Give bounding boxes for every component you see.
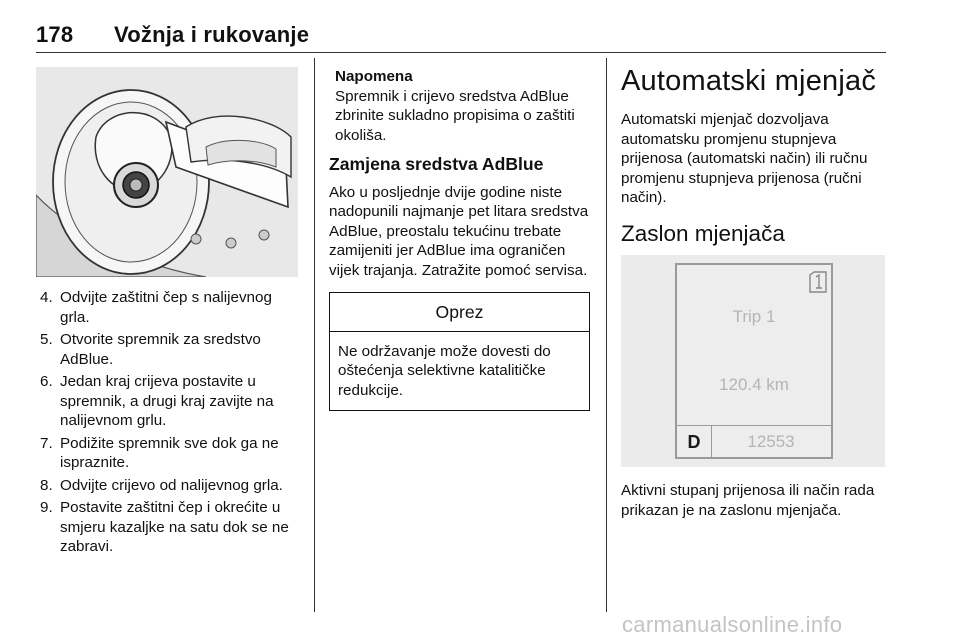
column-2 xyxy=(329,67,591,411)
list-item: 6. Jedan kraj crijeva postavite u spremnik, a drugi kraj zavijte na nalijevnom grlu. xyxy=(40,373,274,429)
watermark: carmanualsonline.info xyxy=(622,612,843,637)
page-number: 178 xyxy=(36,22,74,47)
page-1-icon xyxy=(809,271,827,293)
odometer-value: 12553 xyxy=(747,432,795,451)
column-divider xyxy=(606,58,607,612)
display-heading: Zaslon mjenjača xyxy=(621,220,785,246)
gear-row xyxy=(677,425,831,458)
column-divider xyxy=(314,58,315,612)
header-rule xyxy=(36,52,886,53)
filler-neck-drawing xyxy=(36,67,298,277)
caution-box xyxy=(329,292,590,411)
automatic-heading: Automatski mjenjač xyxy=(621,65,877,97)
transmission-display xyxy=(675,263,833,459)
column-3 xyxy=(621,64,889,257)
trip-label: Trip 1 xyxy=(732,307,776,326)
replacement-heading: Zamjena sredstva AdBlue xyxy=(329,154,544,174)
automatic-body: Automatski mjenjač dozvoljava automatsku promjenu stupnjeva prijenosa (automatski način) ili ručnu promjenu stupnjeva prijenosa (ručni način). xyxy=(621,111,868,206)
display-caption: Aktivni stupanj prijenosa ili način rada prikazan je na zaslonu mjenjača. xyxy=(621,482,875,519)
gear-indicator: D xyxy=(677,426,712,458)
caution-body: Ne održavanje može dovesti do oštećenja selektivne katalitičke redukcije. xyxy=(338,342,551,399)
adblue-filler-illustration xyxy=(36,67,298,277)
list-item: 4. Odvijte zaštitni čep s nalijevnog grla. xyxy=(40,289,272,326)
list-item: 7. Podižite spremnik sve dok ga ne ispraznite. xyxy=(40,434,279,471)
note-body: Spremnik i crijevo sredstva AdBlue zbrinite sukladno propisima o zaštiti okoliša. xyxy=(335,87,575,144)
list-item: 5. Otvorite spremnik za sredstvo AdBlue. xyxy=(40,331,261,368)
transmission-display-illustration xyxy=(621,255,885,467)
page-title: Vožnja i rukovanje xyxy=(114,22,310,47)
note-heading: Napomena xyxy=(335,68,413,85)
list-item: 8. Odvijte crijevo od nalijevnog grla. xyxy=(40,476,283,494)
replacement-body: Ako u posljednje dvije godine niste nadopunili najmanje pet litara sredstva AdBlue, preostalu tekućinu trebate zamijeniti jer AdBlue ima ograničen vijek trajanja. Zatražite pomoć servisa. xyxy=(329,183,589,279)
caution-title: Oprez xyxy=(330,293,589,332)
list-item: 9. Postavite zaštitni čep i okrećite u smjeru kazaljke na satu dok se ne zabravi. xyxy=(40,499,289,555)
trip-distance: 120.4 km xyxy=(719,375,789,394)
procedure-steps xyxy=(40,288,302,560)
